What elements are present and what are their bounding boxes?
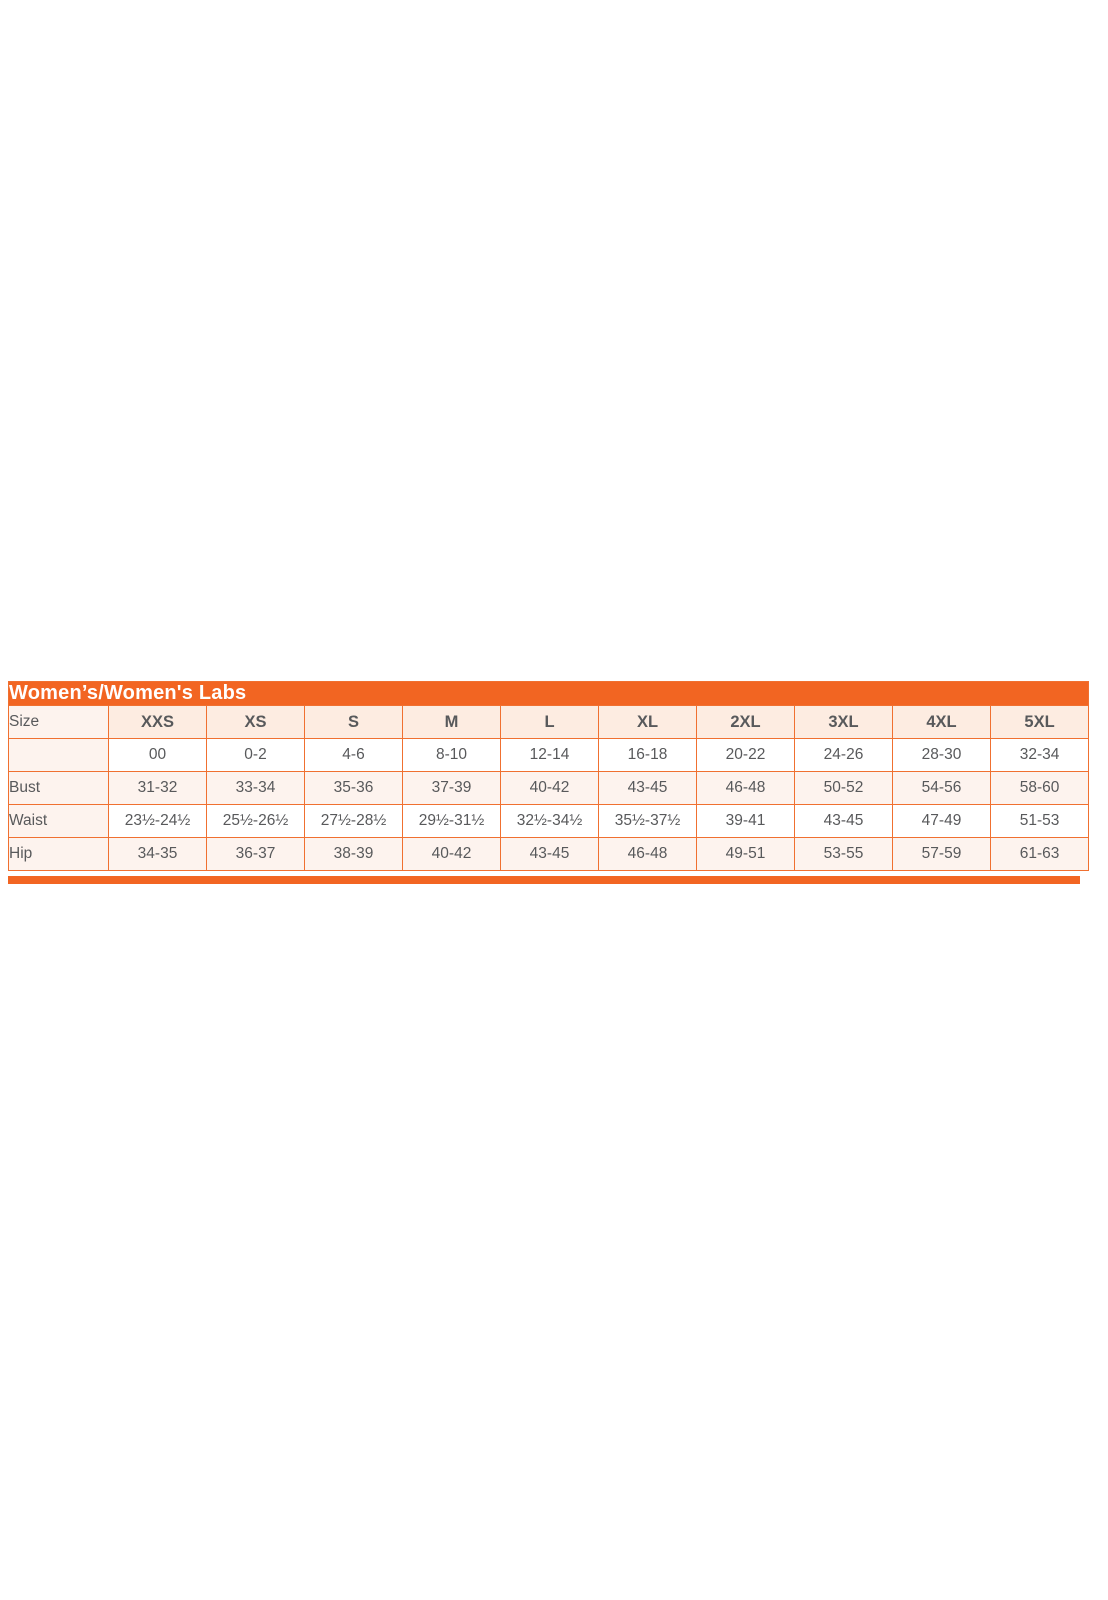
cell-waist-xl: 35½-37½	[599, 805, 697, 838]
cell-numeric-xxs: 00	[109, 739, 207, 772]
cell-waist-m: 29½-31½	[403, 805, 501, 838]
row-label-waist: Waist	[9, 805, 109, 838]
cell-hip-s: 38-39	[305, 838, 403, 871]
column-header-l: L	[501, 706, 599, 739]
cell-waist-xs: 25½-26½	[207, 805, 305, 838]
cell-hip-5xl: 61-63	[991, 838, 1089, 871]
table-row	[9, 772, 1089, 805]
cell-hip-xl: 46-48	[599, 838, 697, 871]
cell-hip-xxs: 34-35	[109, 838, 207, 871]
table-header-row	[9, 706, 1089, 739]
row-label-hip: Hip	[9, 838, 109, 871]
cell-waist-5xl: 51-53	[991, 805, 1089, 838]
cell-waist-xxs: 23½-24½	[109, 805, 207, 838]
column-header-5xl: 5XL	[991, 706, 1089, 739]
cell-bust-2xl: 46-48	[697, 772, 795, 805]
row-header-label: Size	[9, 706, 109, 739]
cell-bust-3xl: 50-52	[795, 772, 893, 805]
cell-hip-xs: 36-37	[207, 838, 305, 871]
column-header-4xl: 4XL	[893, 706, 991, 739]
table-row	[9, 739, 1089, 772]
column-header-xs: XS	[207, 706, 305, 739]
size-chart-table	[8, 681, 1089, 871]
cell-hip-l: 43-45	[501, 838, 599, 871]
cell-numeric-xl: 16-18	[599, 739, 697, 772]
table-bottom-accent-bar	[8, 876, 1080, 884]
size-chart-container	[8, 681, 1080, 871]
cell-hip-3xl: 53-55	[795, 838, 893, 871]
cell-waist-2xl: 39-41	[697, 805, 795, 838]
cell-numeric-3xl: 24-26	[795, 739, 893, 772]
cell-bust-l: 40-42	[501, 772, 599, 805]
cell-bust-xxs: 31-32	[109, 772, 207, 805]
column-header-3xl: 3XL	[795, 706, 893, 739]
table-row	[9, 838, 1089, 871]
cell-numeric-m: 8-10	[403, 739, 501, 772]
cell-hip-2xl: 49-51	[697, 838, 795, 871]
cell-bust-4xl: 54-56	[893, 772, 991, 805]
table-title-row	[9, 682, 1089, 706]
cell-numeric-l: 12-14	[501, 739, 599, 772]
cell-numeric-2xl: 20-22	[697, 739, 795, 772]
cell-numeric-s: 4-6	[305, 739, 403, 772]
cell-hip-m: 40-42	[403, 838, 501, 871]
cell-bust-s: 35-36	[305, 772, 403, 805]
cell-hip-4xl: 57-59	[893, 838, 991, 871]
cell-waist-l: 32½-34½	[501, 805, 599, 838]
cell-waist-3xl: 43-45	[795, 805, 893, 838]
cell-bust-xl: 43-45	[599, 772, 697, 805]
cell-bust-m: 37-39	[403, 772, 501, 805]
cell-bust-xs: 33-34	[207, 772, 305, 805]
column-header-2xl: 2XL	[697, 706, 795, 739]
chart-title: Women’s/Women's Labs	[9, 682, 1089, 706]
cell-numeric-4xl: 28-30	[893, 739, 991, 772]
row-label-numeric-size	[9, 739, 109, 772]
cell-waist-s: 27½-28½	[305, 805, 403, 838]
cell-numeric-5xl: 32-34	[991, 739, 1089, 772]
cell-bust-5xl: 58-60	[991, 772, 1089, 805]
column-header-s: S	[305, 706, 403, 739]
cell-waist-4xl: 47-49	[893, 805, 991, 838]
column-header-xxs: XXS	[109, 706, 207, 739]
column-header-m: M	[403, 706, 501, 739]
column-header-xl: XL	[599, 706, 697, 739]
table-row	[9, 805, 1089, 838]
cell-numeric-xs: 0-2	[207, 739, 305, 772]
row-label-bust: Bust	[9, 772, 109, 805]
